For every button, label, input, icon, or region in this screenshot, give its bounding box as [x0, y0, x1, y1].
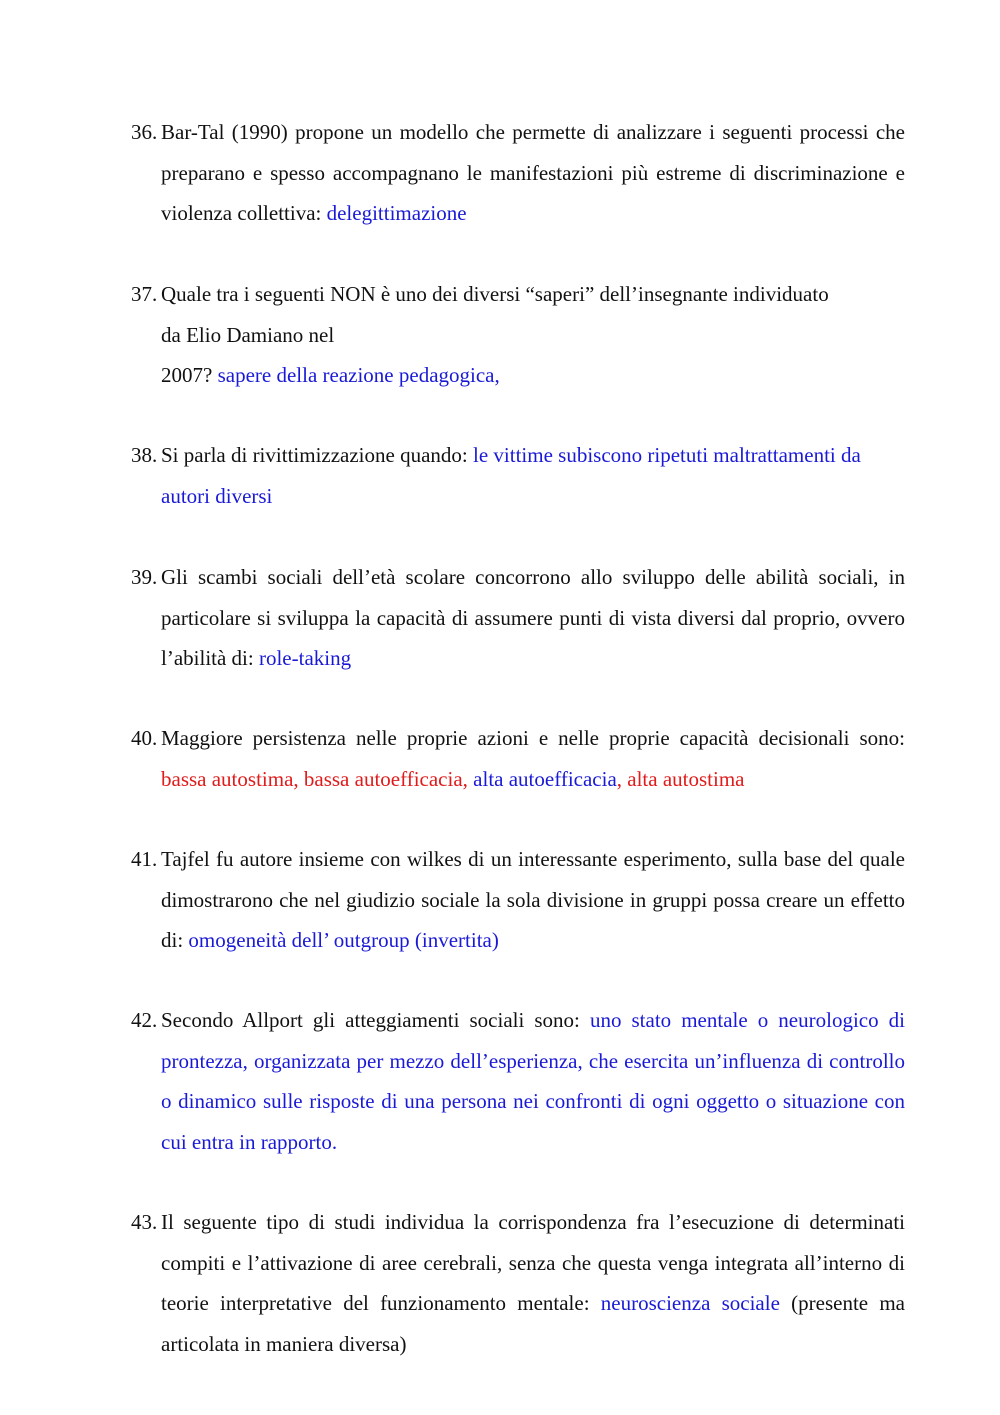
answer-text: delegittimazione [326, 201, 467, 225]
question-42 [131, 1000, 905, 1162]
question-37 [131, 274, 905, 396]
question-43 [131, 1202, 905, 1364]
answer-text: neuroscienza sociale [600, 1291, 780, 1315]
question-36 [131, 112, 905, 234]
question-body: Si parla di rivittimizzazione quando: [161, 443, 473, 467]
question-line-3 [161, 355, 905, 396]
question-text [161, 274, 905, 396]
question-number: 38. [131, 443, 158, 467]
question-number: 40. [131, 726, 158, 750]
wrong-option-text: bassa autostima, bassa autoefficacia, [161, 766, 474, 791]
question-41 [131, 839, 905, 961]
question-body: Gli scambi sociali dell’età scolare concorrono allo sviluppo delle abilità sociali, in particolare si sviluppa la capacità di assumere punti di vista diversi dal proprio, ovvero l’abilità di: [161, 565, 905, 670]
question-number: 36. [131, 120, 158, 144]
question-number: 39. [131, 565, 158, 589]
question-body: Tajfel fu autore insieme con wilkes di un interessante esperimento, sulla base del quale dimostrarono che nel giudizio sociale la sola divisione in gruppi possa creare un effetto di: [161, 847, 905, 952]
question-text [161, 839, 905, 961]
question-body: 2007? [161, 363, 218, 387]
question-line-2: da Elio Damiano nel [161, 322, 335, 347]
question-body: Il seguente tipo di studi individua la corrispondenza fra l’esecuzione di determinati compiti e l’attivazione di aree cerebrali, senza che questa venga integrata all’interno di teorie interpretative del funzionamento mentale: [161, 1210, 905, 1315]
answer-text: sapere della reazione pedagogica, [217, 363, 500, 387]
answer-text: alta autoefficacia [473, 766, 617, 791]
answer-text: role-taking [258, 646, 352, 670]
question-text [161, 1000, 905, 1162]
question-line-1: Quale tra i seguenti NON è uno dei diversi “saperi” dell’insegnante individuato [161, 282, 829, 306]
answer-text: omogeneità dell’ outgroup (invertita) [188, 928, 499, 952]
question-number: 37. [131, 282, 158, 306]
question-number: 41. [131, 847, 158, 871]
question-text [161, 112, 905, 234]
question-40 [131, 718, 905, 799]
question-body: Maggiore persistenza nelle proprie azioni e nelle proprie capacità decisionali sono: [161, 726, 905, 750]
question-text [161, 435, 905, 516]
question-text [161, 557, 905, 679]
question-number: 42. [131, 1008, 158, 1032]
question-38 [131, 435, 905, 516]
answer-text: uno stato mentale o neurologico di prontezza, organizzata per mezzo dell’esperienza, che esercita un’influenza di controllo o dinamico sulle risposte di una persona nei confronti di ogni oggetto o situazione con cui entra in rapporto. [161, 1008, 905, 1154]
answer-text: le vittime subiscono ripetuti maltrattamenti da autori diversi [161, 443, 861, 508]
wrong-option-text: , alta autostima [616, 766, 745, 791]
question-text [161, 718, 905, 799]
question-body: Bar-Tal (1990) propone un modello che permette di analizzare i seguenti processi che preparano e spesso accompagnano le manifestazioni più estreme di discriminazione e violenza collettiva: [161, 120, 905, 225]
answer-note: (presente ma articolata in maniera diversa) [161, 1291, 905, 1356]
question-body: Secondo Allport gli atteggiamenti sociali sono: [161, 1008, 590, 1032]
question-text [161, 1202, 905, 1364]
question-39 [131, 557, 905, 679]
question-number: 43. [131, 1210, 158, 1234]
